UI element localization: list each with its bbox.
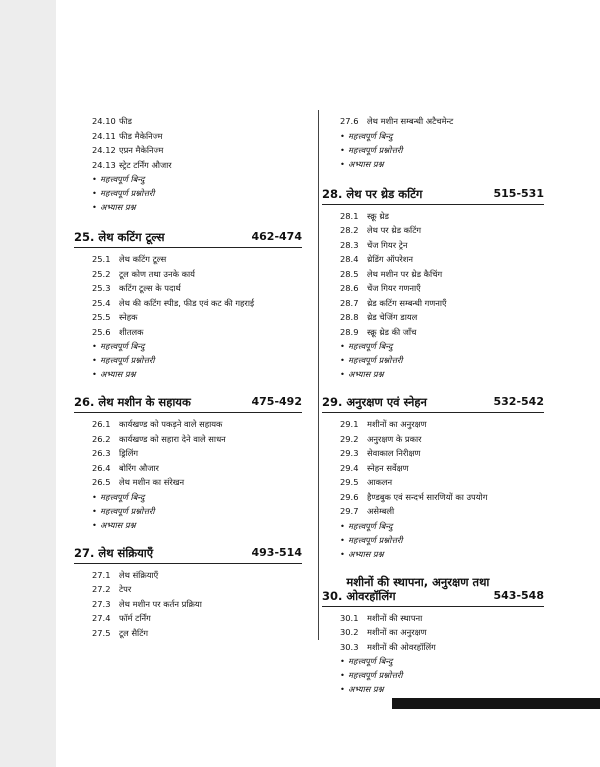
bullet-icon: • xyxy=(92,369,97,379)
toc-section[interactable]: 28.9 स्क्रू थ्रेड की जाँच xyxy=(340,326,417,337)
toc-section[interactable]: 25.3 कटिंग टूल्स के पदार्थ xyxy=(92,283,181,293)
chapter-title: लेथ पर थ्रेड कटिंग xyxy=(346,186,423,201)
toc-note[interactable]: • अभ्यास प्रश्न xyxy=(340,369,384,379)
chapter-heading[interactable] xyxy=(74,395,302,413)
page-margin-strip xyxy=(0,0,56,767)
chapter-28 xyxy=(322,187,544,382)
toc-note[interactable]: • महत्त्वपूर्ण प्रश्नोत्तरी xyxy=(92,188,155,198)
bullet-icon: • xyxy=(340,130,345,141)
column-divider xyxy=(318,110,319,640)
bullet-icon: • xyxy=(92,174,97,184)
toc-note[interactable]: • महत्त्वपूर्ण बिन्दु xyxy=(92,491,145,502)
toc-section[interactable]: 28.3 चेंज गियर ट्रेन xyxy=(340,239,408,250)
chapter-title: मशीनों की स्थापना, अनुरक्षण तथा ओवरहॉलिंग xyxy=(346,574,490,603)
toc-note[interactable]: • महत्त्वपूर्ण बिन्दु xyxy=(340,341,393,351)
toc-section[interactable]: 29.4 स्नेहन सर्वेक्षण xyxy=(340,462,409,473)
toc-section[interactable]: 25.4 लेथ की कटिंग स्पीड, फीड एवं कट की गहराई xyxy=(92,297,255,308)
toc-section[interactable]: 30.1 मशीनों की स्थापना xyxy=(340,612,423,623)
toc-note[interactable]: • अभ्यास प्रश्न xyxy=(92,519,136,530)
toc-left-column xyxy=(74,114,302,654)
toc-note[interactable]: • महत्त्वपूर्ण बिन्दु xyxy=(92,341,145,351)
toc-section[interactable]: 25.6 शीतलक xyxy=(92,326,144,337)
chapter-number: 25. xyxy=(74,230,95,244)
chapter-title: अनुरक्षण एवं स्नेहन xyxy=(346,395,427,409)
toc-section[interactable]: 27.4 फॉर्म टर्निंग xyxy=(92,613,151,623)
bullet-icon: • xyxy=(340,355,345,365)
toc-section[interactable]: 24.13 स्ट्रेट टर्निंग औजार xyxy=(92,159,172,170)
bullet-icon: • xyxy=(340,369,345,379)
toc-section[interactable]: 28.7 थ्रेड कटिंग सम्बन्धी गणनाएँ xyxy=(340,297,447,308)
toc-section[interactable]: 29.7 असेम्बली xyxy=(340,506,395,516)
bullet-icon: • xyxy=(340,341,345,351)
chapter-title: लेथ कटिंग टूल्स xyxy=(98,230,165,244)
toc-section[interactable]: 28.1 स्क्रू थ्रेड xyxy=(340,210,389,221)
bullet-icon: • xyxy=(340,144,345,155)
chapter-26 xyxy=(74,395,302,532)
toc-note[interactable]: • महत्त्वपूर्ण बिन्दु xyxy=(340,130,393,141)
toc-section[interactable]: 26.1 कार्यखण्ड को पकड़ने वाले सहायक xyxy=(92,419,223,429)
chapter-heading[interactable] xyxy=(322,187,544,205)
chapter-25 xyxy=(74,230,302,381)
toc-section[interactable]: 27.3 लेथ मशीन पर कर्तन प्रक्रिया xyxy=(92,598,202,609)
bullet-icon: • xyxy=(92,505,97,516)
toc-note[interactable]: • महत्त्वपूर्ण प्रश्नोत्तरी xyxy=(340,534,403,545)
toc-section[interactable]: 25.2 टूल कोण तथा उनके कार्य xyxy=(92,268,195,279)
bullet-icon: • xyxy=(340,670,345,680)
toc-section[interactable]: 29.3 सेवाकाल निरीक्षण xyxy=(340,448,421,458)
toc-note[interactable]: • अभ्यास प्रश्न xyxy=(340,158,384,169)
bullet-icon: • xyxy=(340,548,345,559)
bullet-icon: • xyxy=(92,519,97,530)
toc-section[interactable]: 24.12 एप्रन मैकेनिज्म xyxy=(92,145,164,155)
toc-section[interactable]: 24.11 फीड मैकेनिज्म xyxy=(92,130,163,141)
toc-note[interactable]: • अभ्यास प्रश्न xyxy=(92,202,136,212)
chapter-24-continuation xyxy=(74,114,302,214)
chapter-heading[interactable] xyxy=(74,546,302,564)
toc-section[interactable]: 26.4 बोरिंग औजार xyxy=(92,462,159,473)
chapter-pages: 515-531 xyxy=(493,186,544,200)
chapter-title: लेथ मशीन के सहायक xyxy=(98,395,191,409)
bullet-icon: • xyxy=(340,534,345,545)
toc-note[interactable]: • महत्त्वपूर्ण प्रश्नोत्तरी xyxy=(340,355,403,365)
bullet-icon: • xyxy=(340,656,345,666)
toc-note[interactable]: • अभ्यास प्रश्न xyxy=(340,548,384,559)
chapter-pages: 475-492 xyxy=(251,395,302,408)
chapter-27-continuation xyxy=(322,114,544,171)
toc-section[interactable]: 27.6 लेथ मशीन सम्बन्धी अटैचमेन्ट xyxy=(340,116,454,126)
toc-note[interactable]: • अभ्यास प्रश्न xyxy=(92,369,136,379)
toc-section[interactable]: 28.5 लेथ मशीन पर थ्रेड कैचिंग xyxy=(340,268,443,279)
toc-section[interactable]: 28.2 लेथ पर थ्रेड कटिंग xyxy=(340,225,422,235)
toc-section[interactable]: 26.3 ड्रिलिंग xyxy=(92,448,139,458)
bullet-icon: • xyxy=(340,158,345,169)
toc-note[interactable]: • महत्त्वपूर्ण प्रश्नोत्तरी xyxy=(92,355,155,365)
toc-note[interactable]: • महत्त्वपूर्ण प्रश्नोत्तरी xyxy=(92,505,155,516)
chapter-29 xyxy=(322,395,544,561)
toc-section[interactable]: 27.2 टेपर xyxy=(92,584,132,594)
chapter-pages: 532-542 xyxy=(493,395,544,408)
toc-section[interactable]: 29.5 आकलन xyxy=(340,477,393,487)
toc-right-column xyxy=(322,114,544,710)
chapter-number: 28. xyxy=(322,186,343,201)
toc-section[interactable]: 29.1 मशीनों का अनुरक्षण xyxy=(340,419,427,429)
chapter-number: 27. xyxy=(74,545,95,560)
bullet-icon: • xyxy=(92,491,97,502)
chapter-number: 29. xyxy=(322,395,343,409)
chapter-heading[interactable] xyxy=(322,575,544,607)
toc-section[interactable]: 27.1 लेथ संक्रियाएँ xyxy=(92,569,159,580)
toc-section[interactable]: 28.6 चेंज गियर गणनाएँ xyxy=(340,283,421,293)
toc-section[interactable]: 29.6 हैण्डबुक एवं सन्दर्भ सारणियों का उपयोग xyxy=(340,491,488,502)
toc-section[interactable]: 30.2 मशीनों का अनुरक्षण xyxy=(340,627,427,637)
toc-note[interactable]: • महत्त्वपूर्ण प्रश्नोत्तरी xyxy=(340,670,403,680)
chapter-number: 26. xyxy=(74,395,95,409)
bullet-icon: • xyxy=(92,355,97,365)
toc-section[interactable]: 27.5 टूल सैटिंग xyxy=(92,627,149,638)
toc-section[interactable]: 25.1 लेथ कटिंग टूल्स xyxy=(92,254,167,264)
chapter-heading[interactable] xyxy=(74,230,302,248)
chapter-30 xyxy=(322,575,544,697)
bullet-icon: • xyxy=(340,520,345,531)
bullet-icon: • xyxy=(340,684,345,694)
chapter-heading[interactable] xyxy=(322,395,544,413)
toc-section[interactable]: 30.3 मशीनों की ओवरहॉलिंग xyxy=(340,641,436,652)
bullet-icon: • xyxy=(92,202,97,212)
chapter-27 xyxy=(74,546,302,641)
chapter-pages: 462-474 xyxy=(251,230,302,243)
toc-section[interactable]: 28.8 थ्रेड चेजिंग डायल xyxy=(340,312,418,322)
toc-section[interactable]: 26.2 कार्यखण्ड को सहारा देने वाले साधन xyxy=(92,433,226,444)
toc-section[interactable]: 29.2 अनुरक्षण के प्रकार xyxy=(340,433,422,444)
toc-section[interactable]: 28.4 थ्रेडिंग ऑपरेशन xyxy=(340,254,414,264)
chapter-pages: 493-514 xyxy=(251,545,302,559)
bullet-icon: • xyxy=(92,341,97,351)
toc-section[interactable]: 25.5 स्नेहक xyxy=(92,312,138,322)
chapter-number: 30. xyxy=(322,588,343,603)
chapter-pages: 543-548 xyxy=(493,588,544,602)
toc-section[interactable]: 26.5 लेथ मशीन का संरेखन xyxy=(92,477,185,487)
chapter-title: लेथ संक्रियाएँ xyxy=(98,545,154,560)
toc-note[interactable]: • महत्त्वपूर्ण बिन्दु xyxy=(340,520,393,531)
toc-note[interactable]: • महत्त्वपूर्ण बिन्दु xyxy=(340,656,393,666)
toc-note[interactable]: • अभ्यास प्रश्न xyxy=(340,684,384,694)
toc-note[interactable]: • महत्त्वपूर्ण प्रश्नोत्तरी xyxy=(340,144,403,155)
toc-note[interactable]: • महत्त्वपूर्ण बिन्दु xyxy=(92,174,145,184)
bullet-icon: • xyxy=(92,188,97,198)
toc-section[interactable]: 24.10 फीड xyxy=(92,116,132,126)
